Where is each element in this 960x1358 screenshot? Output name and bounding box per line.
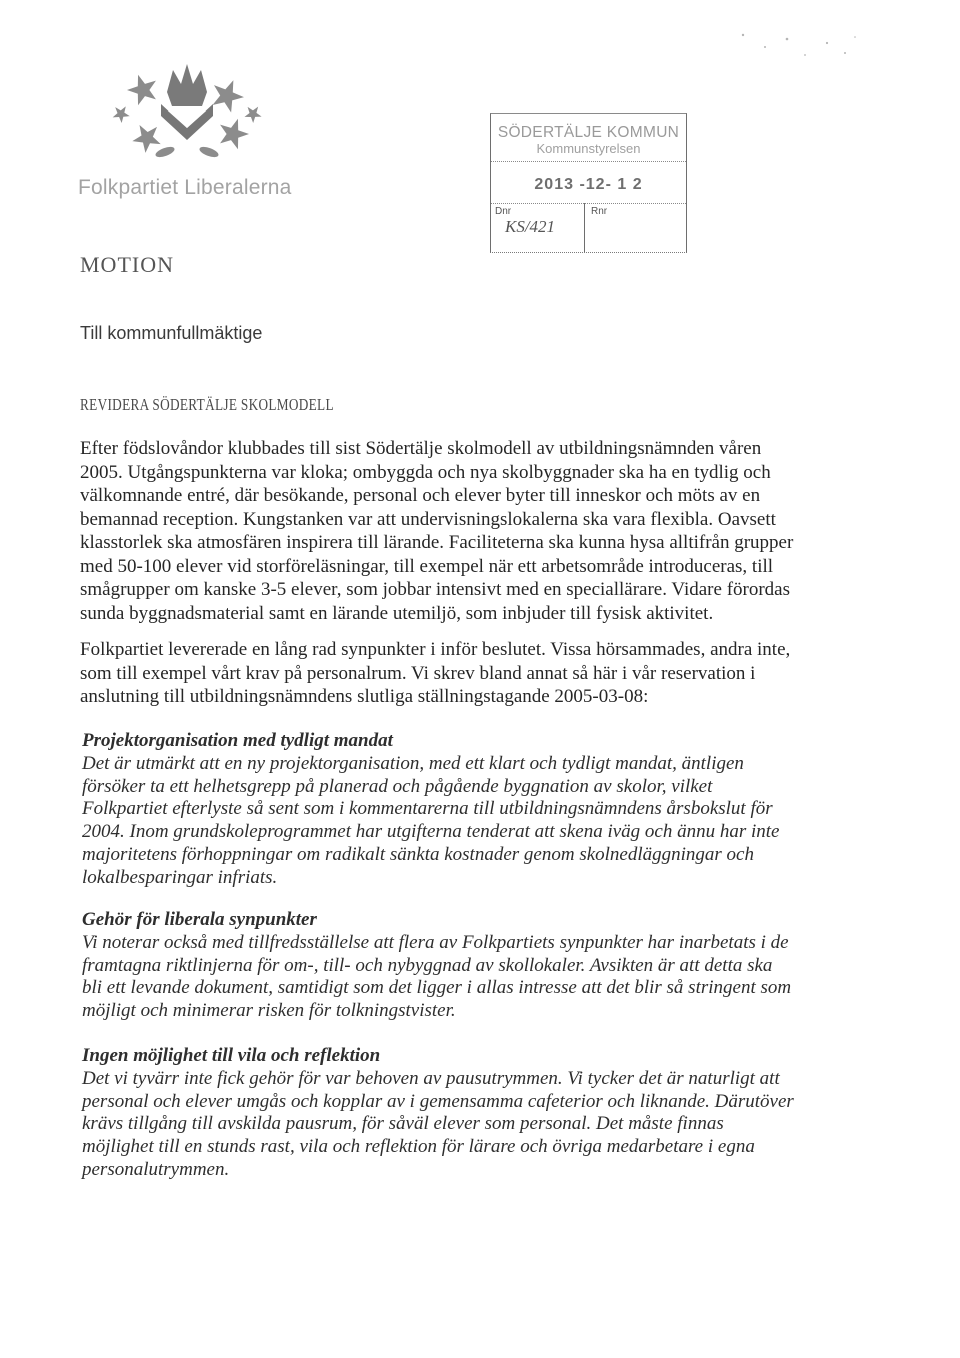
intro-line: välkomnande entré, där besökande, personal och elever byter till inneskor och möts av en xyxy=(80,485,761,506)
section-line: möjligt och minimerar risken för tolkningstvister. xyxy=(82,1000,456,1022)
logo-star xyxy=(207,74,248,115)
intro-line: klasstorlek ska atmosfären inspirera till lärande. Faciliteterna ska kunna hysa alltifrån grupper xyxy=(80,532,794,553)
stamp-dnr-label: Dnr xyxy=(495,206,512,217)
logo-leaf xyxy=(154,145,176,159)
intro-line: smågrupper om kanske 3-5 elever, som jobbar intensivt med en speciallärare. Vidare förordas xyxy=(80,579,791,600)
section-line: 2004. Inom grundskoleprogrammet har utgifterna tenderat att skena iväg och ännu har inte xyxy=(82,821,780,843)
intro-line: Efter födslovåndor klubbades till sist Södertälje skolmodell av utbildningsnämnden våren xyxy=(80,438,762,459)
logo-star xyxy=(242,102,265,125)
intro-line: sunda byggnadsmaterial samt en lärande utemiljö, som inbjuder till fysisk aktivitet. xyxy=(80,602,714,624)
stamp-divider xyxy=(584,203,585,252)
section-line: majoritetens förhoppningar om radikalt sänkta kostnader genom skolnedläggningar och xyxy=(82,843,754,865)
document-type-heading: MOTION xyxy=(80,252,174,277)
followup-line: Folkpartiet levererade en lång rad synpunkter i inför beslutet. Vissa hörsammades, andra inte, xyxy=(80,639,791,660)
section-line: framtagna riktlinjerna för om-, till- och nybyggnad av skollokaler. Avsikten är att detta ska xyxy=(82,954,773,976)
section-line: Vi noterar också med tillfredsställelse att flera av Folkpartiets synpunkter har inarbetats i de xyxy=(82,931,789,953)
stamp-rule xyxy=(491,203,686,204)
section-heading: Projektorganisation med tydligt mandat xyxy=(82,730,393,751)
followup-line: som till exempel vårt krav på personalrum. Vi skrev bland annat så här i vår reservation i xyxy=(80,662,756,684)
reservation-section xyxy=(82,730,779,890)
section-line: lokalbesparingar infriats. xyxy=(82,866,278,888)
scan-speckles xyxy=(735,25,865,65)
logo-ribbon xyxy=(161,104,213,140)
section-heading: Ingen möjlighet till vila och reflektion xyxy=(82,1045,381,1066)
section-line: bli ett levande dokument, samtidigt som det ligger i allas intresse att det blir så stringent som xyxy=(82,977,792,999)
section-line: Folkpartiet efterlyste så sent som i kommentarerna till utbildningsnämndens årsbokslut för xyxy=(82,798,773,820)
section-line: Det är utmärkt att en ny projektorganisation, med ett klart och tydligt mandat, äntligen xyxy=(82,752,744,774)
stamp-rule xyxy=(491,161,686,162)
section-line: möjlighet till en stunds rast, vila och reflektion för lärare och övriga medarbetare i egna xyxy=(82,1136,755,1158)
reservation-section xyxy=(82,1045,794,1182)
logo-star xyxy=(124,70,162,107)
section-line: personal och elever umgås och kopplar av i gemensamma cafeterior och liknande. Därutöver xyxy=(82,1090,794,1112)
logo-star xyxy=(127,118,165,156)
party-star-logo-icon xyxy=(105,60,265,170)
stamp-date: 2013 -12- 1 2 xyxy=(534,176,643,193)
intro-line: bemannad reception. Kungstanken var att undervisningslokalerna ska vara flexibla. Oavsett xyxy=(80,508,776,530)
intro-paragraph xyxy=(80,437,793,625)
logo-star xyxy=(215,114,253,151)
intro-line: med 50-100 elever vid storföreläsningar, till exempel när ett arbetsområde introduceras, till xyxy=(80,555,774,577)
logo-star xyxy=(109,102,133,125)
stamp-dnr-handwritten: KS/421 xyxy=(505,217,556,236)
section-line: personalutrymmen. xyxy=(82,1158,230,1180)
stamp-department: Kommunstyrelsen xyxy=(536,141,641,156)
logo-crown xyxy=(167,64,207,106)
section-heading: Gehör för liberala synpunkter xyxy=(82,909,317,930)
followup-line: anslutning till utbildningsnämndens slutliga ställningstagande 2005-03-08: xyxy=(80,686,649,707)
party-name: Folkpartiet Liberalerna xyxy=(78,176,292,199)
registration-stamp xyxy=(490,113,687,253)
section-line: krävs tillgång till avskilda pausrum, för såväl elever som personal. Det måste finnas xyxy=(82,1113,724,1135)
stamp-rnr-label: Rnr xyxy=(591,206,608,217)
followup-paragraph xyxy=(80,638,790,709)
section-line: Det vi tyvärr inte fick gehör för var behoven av pausutrymmen. Vi tycker det är naturligt att xyxy=(82,1067,780,1089)
recipient-line: Till kommunfullmäktige xyxy=(80,323,263,343)
logo-leaf xyxy=(198,145,220,159)
stamp-organization: SÖDERTÄLJE KOMMUN xyxy=(497,124,680,141)
document-title: REVIDERA SÖDERTÄLJE SKOLMODELL xyxy=(80,395,334,414)
section-line: försöker ta ett helhetsgrepp på planerad och pågående byggnation av skolor, vilket xyxy=(82,775,713,797)
intro-line: 2005. Utgångspunkterna var kloka; ombyggda och nya skolbyggnader ska ha en tydlig och xyxy=(80,461,771,483)
reservation-section xyxy=(82,909,791,1023)
